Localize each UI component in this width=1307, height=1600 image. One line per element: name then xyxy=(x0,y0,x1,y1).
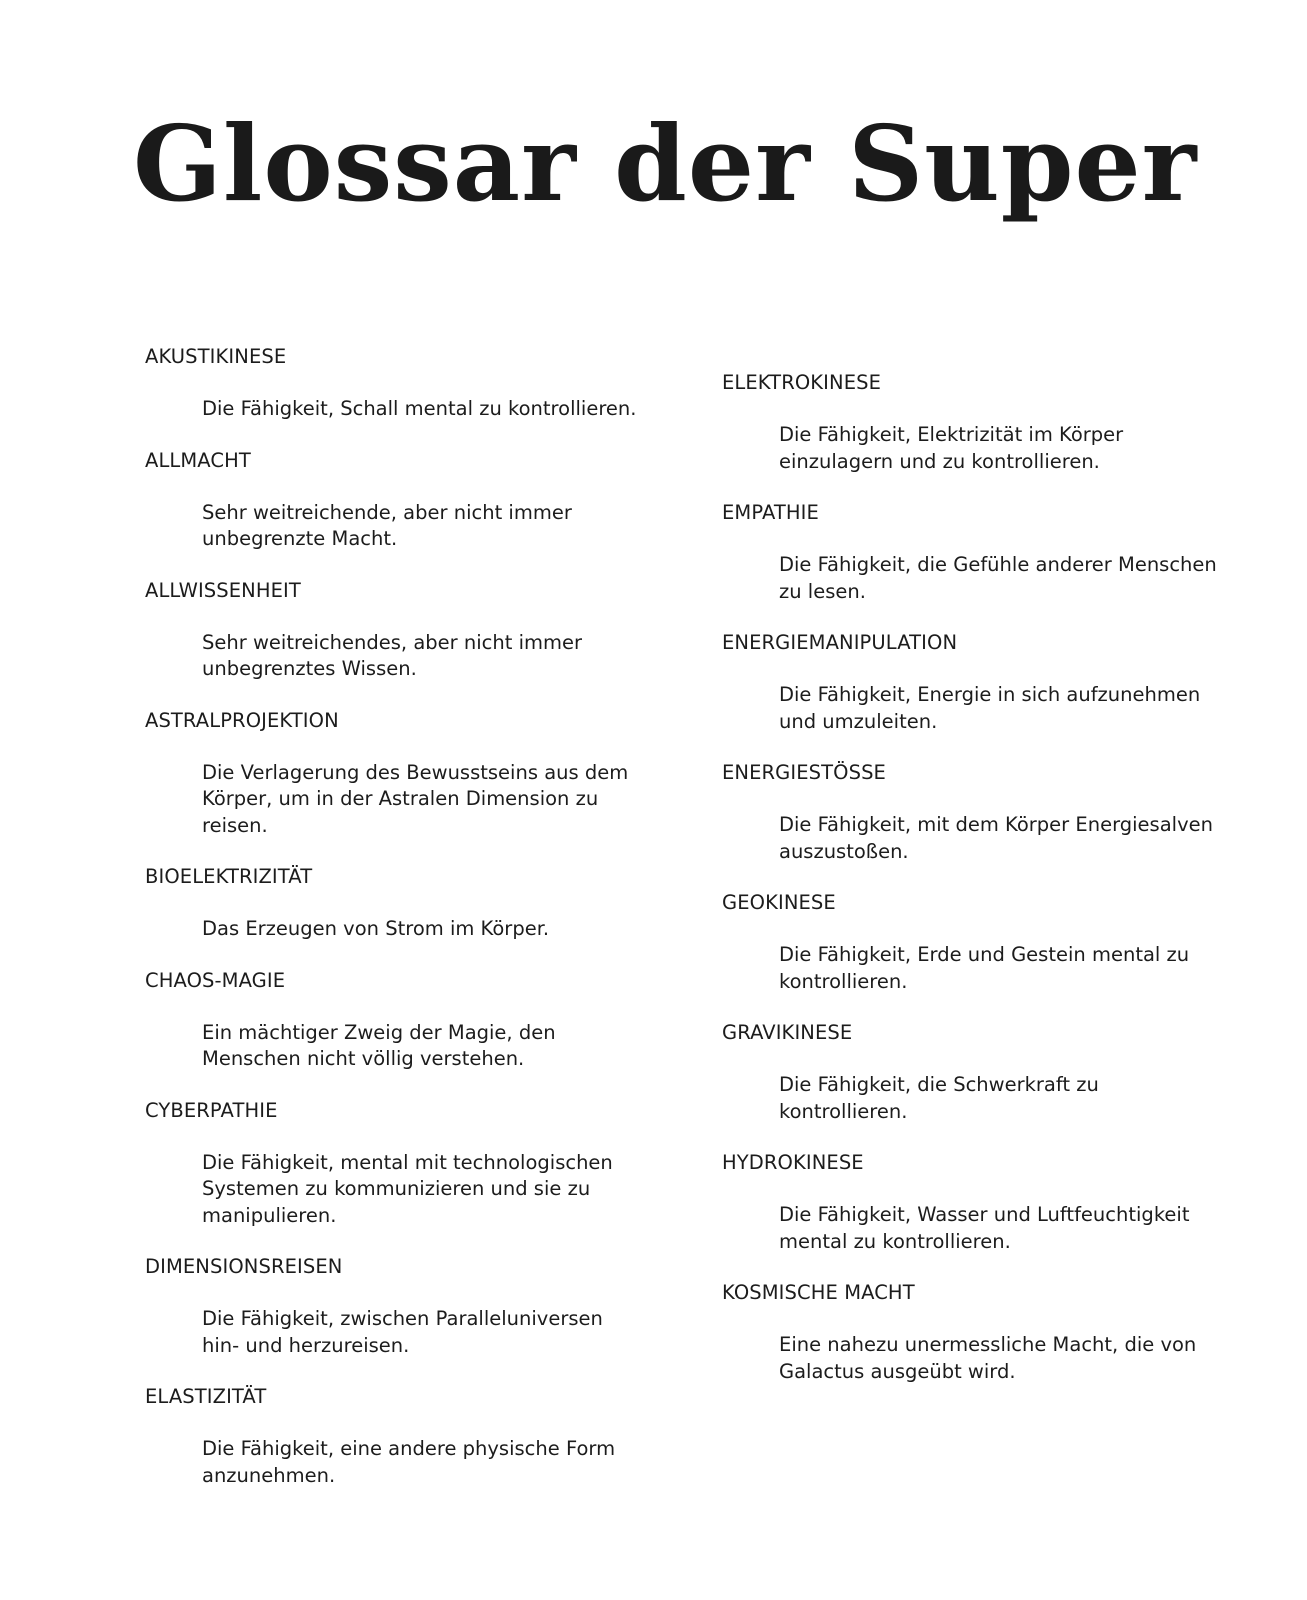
glossary-entry xyxy=(145,1098,665,1230)
definition-line: Sehr weitreichendes, aber nicht immer xyxy=(202,630,582,654)
glossary-entry xyxy=(722,890,1242,995)
definition-line: kontrollieren. xyxy=(779,1099,908,1123)
glossary-term: CYBERPATHIE xyxy=(145,1098,278,1122)
glossary-term: CHAOS-MAGIE xyxy=(145,968,286,992)
glossary-definition xyxy=(202,1150,652,1230)
glossary-entry xyxy=(145,968,665,1073)
glossary-term: HYDROKINESE xyxy=(722,1151,864,1174)
glossary-definition xyxy=(779,812,1229,865)
glossary-entry xyxy=(722,1020,1242,1125)
glossary-term: DIMENSIONSREISEN xyxy=(145,1255,343,1278)
definition-line: und umzuleiten. xyxy=(779,709,938,733)
definition-line: hin- und herzureisen. xyxy=(202,1333,410,1357)
glossary-term: ELEKTROKINESE xyxy=(722,371,882,394)
definition-line: unbegrenztes Wissen. xyxy=(202,657,417,680)
glossary-definition xyxy=(779,1072,1229,1125)
glossary-term: ELASTIZITÄT xyxy=(145,1385,267,1408)
definition-line: Die Fähigkeit, Energie in sich aufzunehmen xyxy=(779,683,1201,706)
glossary-entry xyxy=(722,1150,1242,1255)
glossary-entry xyxy=(722,1280,1242,1385)
glossary-definition xyxy=(202,396,652,423)
glossary-definition xyxy=(202,916,652,943)
definition-line: Galactus ausgeübt wird. xyxy=(779,1359,1016,1383)
definition-line: Die Fähigkeit, Wasser und Luftfeuchtigkeit xyxy=(779,1203,1190,1226)
definition-line: Menschen nicht völlig verstehen. xyxy=(202,1047,525,1070)
glossary-term: ALLMACHT xyxy=(145,448,251,472)
glossary-term: ALLWISSENHEIT xyxy=(145,578,301,602)
glossary-definition xyxy=(779,682,1229,735)
glossary-column-right xyxy=(722,370,1242,1410)
glossary-entry xyxy=(722,500,1242,605)
glossary-definition xyxy=(779,1202,1229,1255)
definition-line: unbegrenzte Macht. xyxy=(202,527,398,550)
glossary-entry xyxy=(145,448,665,553)
definition-line: einzulagern und zu kontrollieren. xyxy=(779,449,1100,473)
definition-line: Die Fähigkeit, eine andere physische Form xyxy=(202,1437,616,1460)
definition-line: Die Verlagerung des Bewusstseins aus dem xyxy=(202,760,629,784)
glossary-column-left xyxy=(145,344,665,1514)
definition-line: mental zu kontrollieren. xyxy=(779,1229,1011,1253)
glossary-term: AKUSTIKINESE xyxy=(145,345,287,368)
definition-line: manipulieren. xyxy=(202,1203,337,1227)
definition-line: reisen. xyxy=(202,813,268,837)
definition-line: Die Fähigkeit, mit dem Körper Energiesalven xyxy=(779,813,1213,836)
definition-line: Systemen zu kommunizieren und sie zu xyxy=(202,1177,591,1200)
glossary-definition xyxy=(779,942,1229,995)
glossary-definition xyxy=(202,1436,652,1489)
definition-line: auszustoßen. xyxy=(779,839,909,863)
glossary-term: EMPATHIE xyxy=(722,501,819,524)
glossary-entry xyxy=(722,370,1242,475)
glossary-term: ASTRALPROJEKTION xyxy=(145,708,339,732)
glossary-definition xyxy=(779,1332,1229,1385)
glossary-definition xyxy=(202,760,652,840)
definition-line: Die Fähigkeit, zwischen Paralleluniversen xyxy=(202,1307,603,1330)
glossary-definition xyxy=(202,1020,652,1073)
glossary-entry xyxy=(722,630,1242,735)
glossary-definition xyxy=(202,630,652,683)
definition-line: Eine nahezu unermessliche Macht, die von xyxy=(779,1333,1197,1356)
glossary-term: ENERGIESTÖSSE xyxy=(722,761,886,784)
definition-line: zu lesen. xyxy=(779,579,866,603)
glossary-term: KOSMISCHE MACHT xyxy=(722,1281,915,1304)
definition-line: Die Fähigkeit, die Schwerkraft zu xyxy=(779,1073,1099,1096)
definition-line: Die Fähigkeit, die Gefühle anderer Menschen xyxy=(779,553,1217,576)
definition-line: kontrollieren. xyxy=(779,969,908,993)
definition-line: Das Erzeugen von Strom im Körper. xyxy=(202,917,550,940)
glossary-definition xyxy=(202,1306,652,1359)
definition-line: Die Fähigkeit, Erde und Gestein mental zu xyxy=(779,943,1190,966)
glossary-entry xyxy=(145,1254,665,1359)
glossary-entry xyxy=(145,708,665,840)
glossary-entry xyxy=(145,864,665,943)
definition-line: Die Fähigkeit, mental mit technologischen xyxy=(202,1150,613,1174)
definition-line: anzunehmen. xyxy=(202,1463,336,1487)
definition-line: Sehr weitreichende, aber nicht immer xyxy=(202,500,572,524)
glossary-entry xyxy=(145,578,665,683)
definition-line: Körper, um in der Astralen Dimension zu xyxy=(202,787,599,810)
glossary-definition xyxy=(202,500,652,553)
glossary-term: GEOKINESE xyxy=(722,891,836,914)
glossary-definition xyxy=(779,552,1229,605)
glossary-term: BIOELEKTRIZITÄT xyxy=(145,865,313,888)
definition-line: Die Fähigkeit, Schall mental zu kontrollieren. xyxy=(202,397,637,420)
definition-line: Die Fähigkeit, Elektrizität im Körper xyxy=(779,423,1124,446)
glossary-entry xyxy=(145,344,665,423)
page-title: Glossar der Super xyxy=(133,102,1198,225)
definition-line: Ein mächtiger Zweig der Magie, den xyxy=(202,1020,556,1044)
glossary-term: GRAVIKINESE xyxy=(722,1021,853,1044)
glossary-definition xyxy=(779,422,1229,475)
glossary-entry xyxy=(722,760,1242,865)
glossary-term: ENERGIEMANIPULATION xyxy=(722,631,958,654)
glossary-entry xyxy=(145,1384,665,1489)
